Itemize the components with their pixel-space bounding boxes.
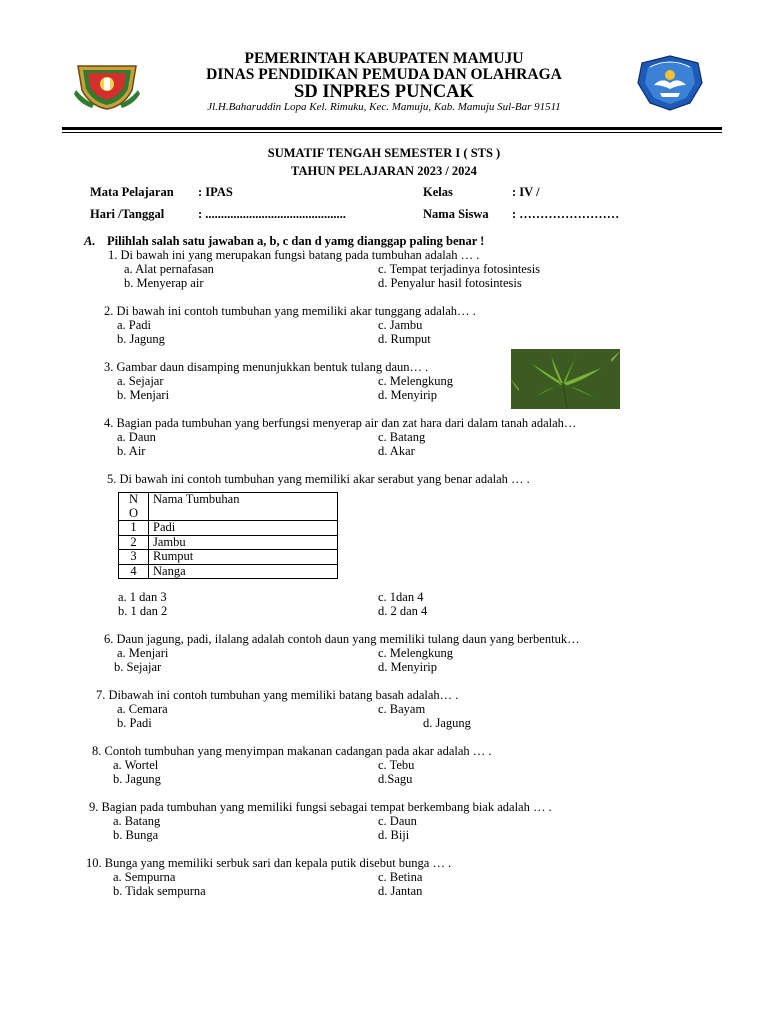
- table-cell-name: Rumput: [149, 550, 338, 565]
- table-header-no-line2: O: [128, 505, 139, 520]
- table-cell-name: Padi: [149, 521, 338, 536]
- q6-option-b[interactable]: b. Sejajar: [114, 660, 162, 674]
- q8-option-c[interactable]: c. Tebu: [378, 758, 415, 772]
- table-cell-no: 4: [119, 564, 149, 579]
- q5-option-c[interactable]: c. 1dan 4: [378, 590, 424, 604]
- table-cell-no: 2: [119, 535, 149, 550]
- header-department: DINAS PENDIDIKAN PEMUDA DAN OLAHRAGA: [206, 66, 562, 83]
- q9-option-b[interactable]: b. Bunga: [113, 828, 159, 842]
- student-name-field[interactable]: : ……………………: [512, 207, 620, 221]
- q2-option-c[interactable]: c. Jambu: [378, 318, 423, 332]
- cassava-leaf-photo: [511, 349, 620, 409]
- table-cell-no: 1: [119, 521, 149, 536]
- section-instruction: Pilihlah salah satu jawaban a, b, c dan d yamg dianggap paling benar !: [107, 234, 485, 248]
- question-1: 1. Di bawah ini yang merupakan fungsi batang pada tumbuhan adalah … .: [108, 248, 480, 262]
- q9-option-d[interactable]: d. Biji: [378, 828, 410, 842]
- q9-option-a[interactable]: a. Batang: [113, 814, 161, 828]
- table-row: [119, 564, 338, 579]
- q4-option-d[interactable]: d. Akar: [378, 444, 415, 458]
- q8-option-b[interactable]: b. Jagung: [113, 772, 161, 786]
- table-cell-name: Jambu: [149, 535, 338, 550]
- table-cell-no: 3: [119, 550, 149, 565]
- q5-option-b[interactable]: b. 1 dan 2: [118, 604, 168, 618]
- table-header-row: [119, 493, 338, 521]
- q4-option-b[interactable]: b. Air: [117, 444, 146, 458]
- q3-option-c[interactable]: c. Melengkung: [378, 374, 453, 388]
- q3-option-b[interactable]: b. Menjari: [117, 388, 170, 402]
- q10-option-d[interactable]: d. Jantan: [378, 884, 423, 898]
- q8-option-a[interactable]: a. Wortel: [113, 758, 159, 772]
- header-divider-thin: [62, 132, 722, 133]
- table-header-no-line1: N: [128, 492, 139, 506]
- q6-option-c[interactable]: c. Melengkung: [378, 646, 453, 660]
- q7-option-c[interactable]: c. Bayam: [378, 702, 426, 716]
- table-row: [119, 521, 338, 536]
- class-label: Kelas: [423, 185, 453, 199]
- question-10: 10. Bunga yang memiliki serbuk sari dan kepala putik disebut bunga … .: [86, 856, 452, 870]
- student-name-label: Nama Siswa: [423, 207, 489, 221]
- plant-table: [118, 492, 338, 579]
- q2-option-a[interactable]: a. Padi: [117, 318, 152, 332]
- header-government: PEMERINTAH KABUPATEN MAMUJU: [244, 50, 524, 67]
- date-field[interactable]: : .............................................: [198, 207, 346, 221]
- section-letter: A.: [84, 234, 96, 248]
- question-9: 9. Bagian pada tumbuhan yang memiliki fungsi sebagai tempat berkembang biak adalah … .: [89, 800, 552, 814]
- q8-option-d[interactable]: d.Sagu: [378, 772, 413, 786]
- q10-option-c[interactable]: c. Betina: [378, 870, 423, 884]
- table-cell-name: Nanga: [149, 564, 338, 579]
- subject-label: Mata Pelajaran: [90, 185, 174, 199]
- q6-option-d[interactable]: d. Menyirip: [378, 660, 438, 674]
- subject-value: : IPAS: [198, 185, 233, 199]
- q5-option-a[interactable]: a. 1 dan 3: [118, 590, 167, 604]
- class-value[interactable]: : IV /: [512, 185, 540, 199]
- q3-option-a[interactable]: a. Sejajar: [117, 374, 164, 388]
- header-school: SD INPRES PUNCAK: [294, 82, 474, 102]
- question-4: 4. Bagian pada tumbuhan yang berfungsi menyerap air dan zat hara dari dalam tanah adalah…: [104, 416, 577, 430]
- table-row: [119, 535, 338, 550]
- q10-option-a[interactable]: a. Sempurna: [113, 870, 176, 884]
- q1-option-c[interactable]: c. Tempat terjadinya fotosintesis: [378, 262, 541, 276]
- question-2: 2. Di bawah ini contoh tumbuhan yang memiliki akar tunggang adalah… .: [104, 304, 476, 318]
- q7-option-b[interactable]: b. Padi: [117, 716, 152, 730]
- question-5: 5. Di bawah ini contoh tumbuhan yang memiliki akar serabut yang benar adalah … .: [107, 472, 530, 486]
- q1-option-b[interactable]: b. Menyerap air: [124, 276, 204, 290]
- q1-option-d[interactable]: d. Penyalur hasil fotosintesis: [378, 276, 522, 290]
- q2-option-d[interactable]: d. Rumput: [378, 332, 431, 346]
- table-header-no: [119, 493, 149, 521]
- table-row: [119, 550, 338, 565]
- header-divider-thick: [62, 127, 722, 130]
- q4-option-a[interactable]: a. Daun: [117, 430, 156, 444]
- q7-option-d[interactable]: d. Jagung: [423, 716, 471, 730]
- q5-option-d[interactable]: d. 2 dan 4: [378, 604, 428, 618]
- q1-option-a[interactable]: a. Alat pernafasan: [124, 262, 214, 276]
- q2-option-b[interactable]: b. Jagung: [117, 332, 165, 346]
- table-header-name: Nama Tumbuhan: [149, 493, 338, 521]
- q9-option-c[interactable]: c. Daun: [378, 814, 417, 828]
- q4-option-c[interactable]: c. Batang: [378, 430, 426, 444]
- question-7: 7. Dibawah ini contoh tumbuhan yang memiliki batang basah adalah… .: [96, 688, 459, 702]
- question-6: 6. Daun jagung, padi, ilalang adalah contoh daun yang memiliki tulang daun yang berbentuk…: [104, 632, 580, 646]
- header-address: Jl.H.Baharuddin Lopa Kel. Rimuku, Kec. Mamuju, Kab. Mamuju Sul-Bar 91511: [207, 101, 561, 113]
- q10-option-b[interactable]: b. Tidak sempurna: [113, 884, 206, 898]
- q6-option-a[interactable]: a. Menjari: [117, 646, 169, 660]
- question-8: 8. Contoh tumbuhan yang menyimpan makanan cadangan pada akar adalah … .: [92, 744, 492, 758]
- q7-option-a[interactable]: a. Cemara: [117, 702, 168, 716]
- exam-title: SUMATIF TENGAH SEMESTER I ( STS ): [267, 146, 501, 160]
- q3-option-d[interactable]: d. Menyirip: [378, 388, 438, 402]
- date-label: Hari /Tanggal: [90, 207, 165, 221]
- question-3: 3. Gambar daun disamping menunjukkan bentuk tulang daun… .: [104, 360, 429, 374]
- exam-year: TAHUN PELAJARAN 2023 / 2024: [291, 164, 477, 178]
